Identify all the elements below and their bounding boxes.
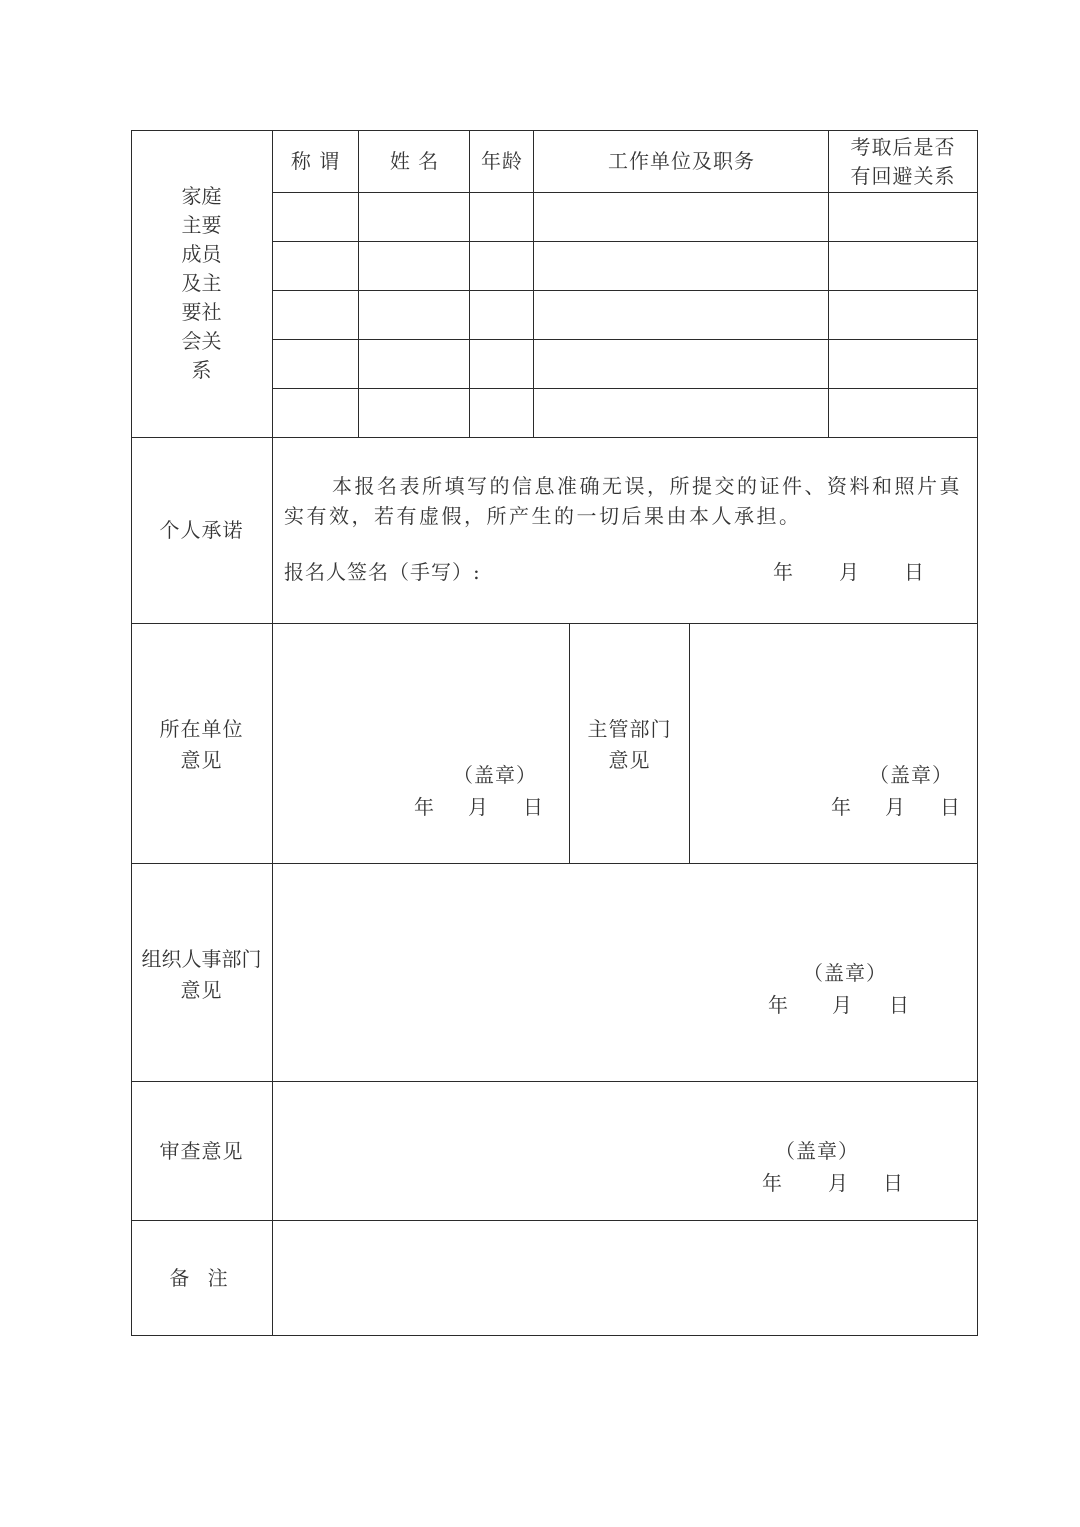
cell-title[interactable] <box>273 193 358 241</box>
cell-age[interactable] <box>470 389 533 437</box>
header-avoidance-line2: 有回避关系 <box>850 164 956 188</box>
cell-age[interactable] <box>470 291 533 339</box>
cell-workplace[interactable] <box>534 340 828 388</box>
review-day: 日 <box>883 1171 904 1195</box>
cell-name[interactable] <box>359 389 469 437</box>
family-label-line: 会关 <box>181 329 222 353</box>
unit-day: 日 <box>523 795 544 819</box>
review-seal: （盖章） <box>775 1139 859 1163</box>
header-age: 年龄 <box>481 149 523 173</box>
cell-avoidance[interactable] <box>829 389 977 437</box>
family-label-line: 主要 <box>181 213 222 237</box>
hr-opinion-label-line2: 意见 <box>180 978 223 1002</box>
cell-title[interactable] <box>273 242 358 290</box>
section-sep-hr <box>131 863 978 864</box>
dept-opinion-label-line1: 主管部门 <box>587 717 672 741</box>
pledge-month: 月 <box>839 560 860 584</box>
cell-workplace[interactable] <box>534 291 828 339</box>
cell-avoidance[interactable] <box>829 340 977 388</box>
review-month: 月 <box>828 1171 849 1195</box>
cell-workplace[interactable] <box>534 193 828 241</box>
pledge-text: 本报名表所填写的信息准确无误，所提交的证件、资料和照片真实有效，若有虚假，所产生的一切后果由本人承担。 <box>284 474 962 528</box>
cell-avoidance[interactable] <box>829 193 977 241</box>
cell-name[interactable] <box>359 340 469 388</box>
cell-name[interactable] <box>359 193 469 241</box>
opinion-divider-2 <box>689 623 690 864</box>
family-label-line: 及主 <box>181 271 222 295</box>
pledge-label: 个人承诺 <box>159 518 244 542</box>
unit-opinion-label-line1: 所在单位 <box>159 717 244 741</box>
hr-opinion-label-line1: 组织人事部门 <box>141 947 262 971</box>
section-sep-pledge <box>131 437 978 438</box>
dept-opinion-label-line2: 意见 <box>608 748 651 772</box>
hr-month: 月 <box>832 993 853 1017</box>
dept-seal: （盖章） <box>869 763 953 787</box>
family-label-line: 系 <box>191 358 212 382</box>
header-title: 称 谓 <box>290 149 341 173</box>
review-year: 年 <box>762 1171 783 1195</box>
dept-month: 月 <box>885 795 906 819</box>
remarks-field[interactable] <box>273 1221 977 1335</box>
pledge-year: 年 <box>773 560 794 584</box>
review-label: 审查意见 <box>159 1139 244 1163</box>
cell-title[interactable] <box>273 340 358 388</box>
cell-workplace[interactable] <box>534 242 828 290</box>
signature-label: 报名人签名（手写）: <box>284 560 481 584</box>
unit-seal: （盖章） <box>453 763 537 787</box>
unit-opinion-label-line2: 意见 <box>180 748 223 772</box>
border-right <box>977 130 978 1336</box>
registration-form <box>131 130 978 1336</box>
border-top <box>131 130 978 131</box>
family-label <box>131 182 272 385</box>
cell-age[interactable] <box>470 340 533 388</box>
cell-workplace[interactable] <box>534 389 828 437</box>
cell-name[interactable] <box>359 242 469 290</box>
hr-year: 年 <box>768 993 789 1017</box>
cell-title[interactable] <box>273 291 358 339</box>
dept-day: 日 <box>940 795 961 819</box>
family-label-line: 成员 <box>181 242 222 266</box>
cell-age[interactable] <box>470 193 533 241</box>
cell-name[interactable] <box>359 291 469 339</box>
border-bottom <box>131 1335 978 1336</box>
family-label-line: 要社 <box>181 300 222 324</box>
family-label-line: 家庭 <box>181 184 222 208</box>
remarks-label: 备 注 <box>169 1266 234 1290</box>
cell-title[interactable] <box>273 389 358 437</box>
section-sep-review <box>131 1081 978 1082</box>
unit-month: 月 <box>468 795 489 819</box>
header-workplace: 工作单位及职务 <box>608 149 755 173</box>
header-name: 姓 名 <box>389 149 440 173</box>
cell-age[interactable] <box>470 242 533 290</box>
hr-seal: （盖章） <box>803 961 887 985</box>
cell-avoidance[interactable] <box>829 242 977 290</box>
header-avoidance-line1: 考取后是否 <box>850 135 956 159</box>
dept-year: 年 <box>831 795 852 819</box>
unit-year: 年 <box>414 795 435 819</box>
hr-day: 日 <box>889 993 910 1017</box>
cell-avoidance[interactable] <box>829 291 977 339</box>
section-sep-opinions <box>131 623 978 624</box>
pledge-day: 日 <box>904 560 925 584</box>
